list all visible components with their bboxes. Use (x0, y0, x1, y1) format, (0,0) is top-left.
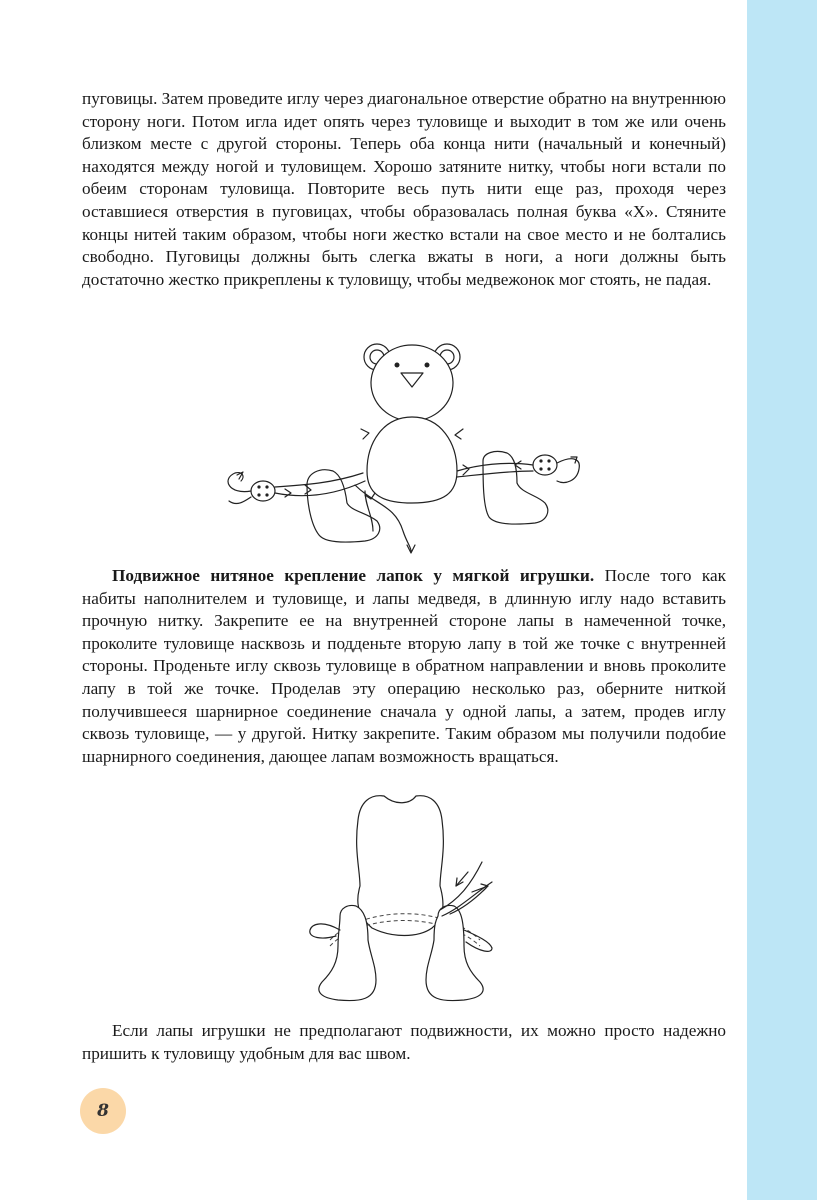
needle-thread (440, 862, 482, 910)
arrow-down-icon (456, 872, 468, 886)
bear-left-eye (395, 363, 400, 368)
paragraph-button-leg-attachment: пуговицы. Затем проведите иглу через диагональное отверстие обратно на внутреннюю сторону ноги. Потом игла идет опять через туловище и выходит в том же или очень близком месте с другой стороны. Теперь оба конца нити (начальный и конечный) находятся между ногой и туловищем. Хорошо затяните нитку, чтобы ноги встали по обеим сторонам туловища. Повторите весь путь нити еще раз, проходя через оставшиеся отверстия в пуговицах, чтобы образовалась полная буква «Х». Стяните концы нитей таким образом, чтобы ноги жестко встали на свое место и не болтались свободно. Пуговицы должны быть слегка вжаты в ноги, а ноги должны быть достаточно жестко прикреплены к туловищу, чтобы медвежонок мог стоять, не падая. (82, 89, 726, 289)
left-button (251, 481, 275, 501)
right-thread-loop (464, 930, 492, 951)
thread-joint-illustration (300, 790, 510, 1020)
right-button (533, 455, 557, 475)
bear-body (367, 417, 457, 503)
page-number-badge (80, 1088, 126, 1134)
bear-right-eye (425, 363, 430, 368)
bear-button-joint-illustration (215, 335, 595, 557)
page-number: 8 (97, 1101, 109, 1121)
side-color-band (747, 0, 817, 1200)
paragraph-heading: Подвижное нитяное крепление лапок у мягкой игрушки. (112, 566, 595, 585)
paragraph-movable-thread-joint (82, 565, 726, 768)
paragraph-fixed-legs: Если лапы игрушки не предполагают подвижности, их можно просто надежно пришить к туловищу удобным для вас швом. (82, 1021, 726, 1063)
left-thread-loop (310, 924, 340, 938)
bear-head (371, 345, 453, 421)
paragraph-body: После того как набиты наполнителем и туловище, и лапы медведя, в длинную иглу надо вставить прочную нитку. Закрепите ее на внутренней стороне лапы в намеченной точке, проколите туловище насквозь и подденьте вторую лапу в той же точке с внутренней стороны. Проденьте иглу сквозь туловище в обратном направлении и вновь проколите лапу в той же точке. Проделав эту операцию несколько раз, оберните ниткой получившееся шарнирное соединение сначала у одной лапы, а затем, продев иглу сквозь туловище, — у другой. Нитку закрепите. Таким образом мы получили подобие шарнирного соединения, дающее лапам возможность вращаться. (82, 566, 726, 766)
toy-body (357, 796, 444, 936)
